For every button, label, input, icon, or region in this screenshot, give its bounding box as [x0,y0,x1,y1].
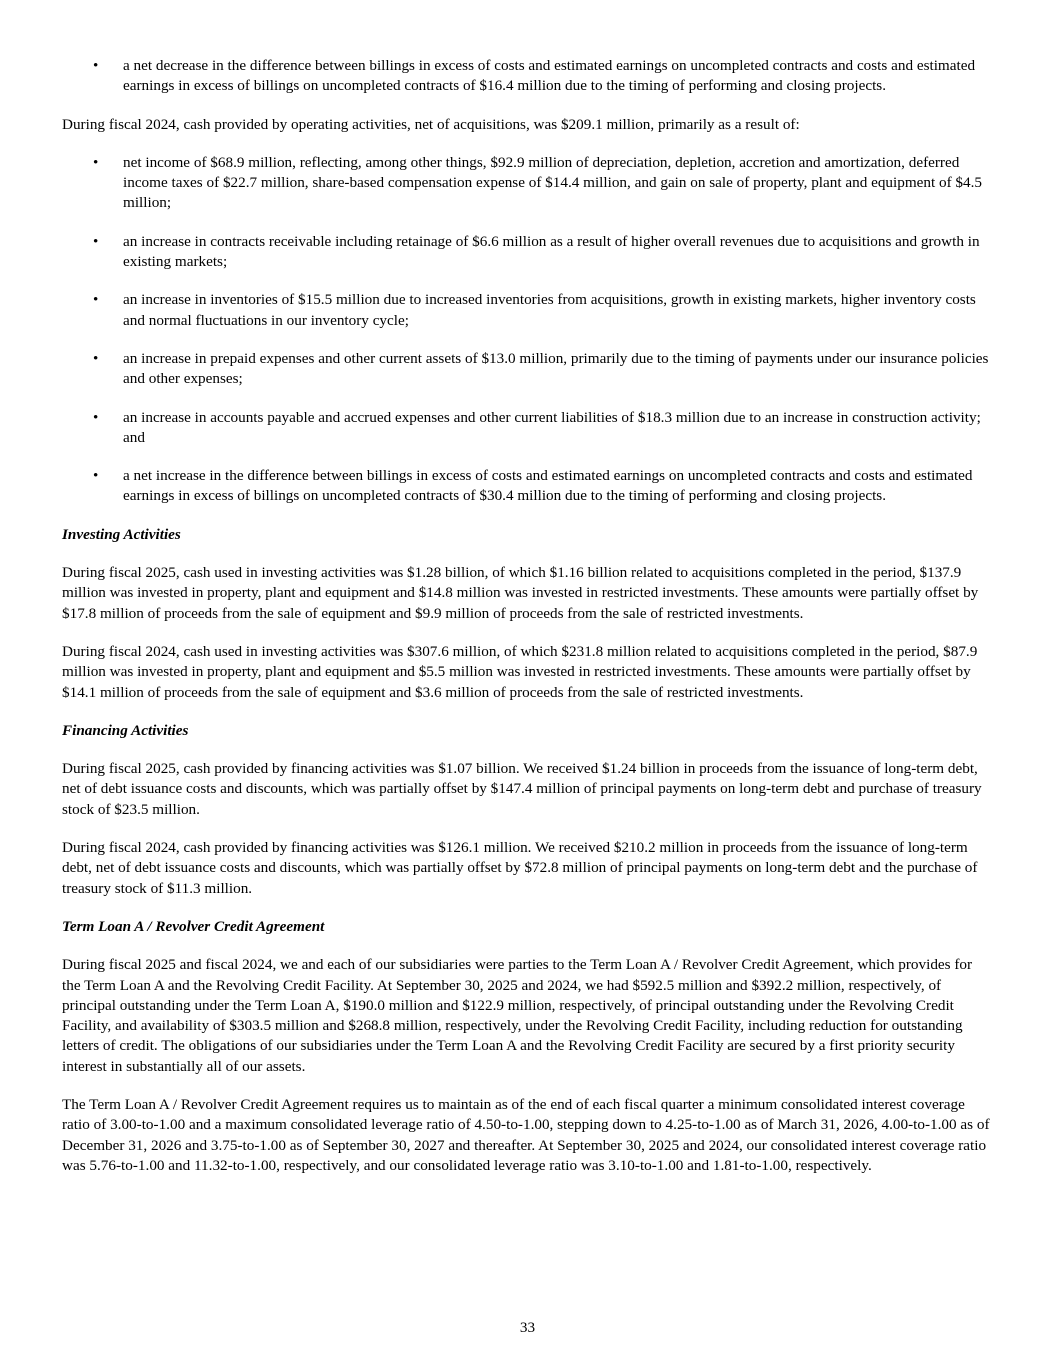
page-footer [0,1318,1055,1338]
bullet-item [62,290,993,331]
bullet-marker-icon: • [93,408,99,426]
paragraph: During fiscal 2025 and fiscal 2024, we and each of our subsidiaries were parties to the Term Loan A / Revolver Credit Agreement, which provides for the Term Loan A and the Revolving Credit Facility. At September 30, 2025 and 2024, we had $592.5 million and $392.2 million, respectively, of principal outstanding under the Term Loan A, $190.0 million and $122.9 million, respectively, of principal outstanding under the Revolving Credit Facility, and availability of $303.5 million and $268.8 million, respectively, under the Revolving Credit Facility, including reduction for outstanding letters of credit. The obligations of our subsidiaries under the Term Loan A and the Revolving Credit Facility are secured by a first priority security interest in substantially all of our assets. [62,956,973,1075]
bullet-item [62,153,993,214]
section-heading: Term Loan A / Revolver Credit Agreement [62,917,325,935]
bullet-text: an increase in accounts payable and accrued expenses and other current liabilities of $18.3 million due to an increase in construction activity; and [123,408,981,446]
bullet-marker-icon: • [93,349,99,367]
bullet-text: an increase in inventories of $15.5 million due to increased inventories from acquisitions, growth in existing markets, higher inventory costs and normal fluctuations in our inventory cycle; [123,291,976,329]
bullet-item [62,232,993,273]
bullet-item [62,349,993,390]
bullet-text: a net increase in the difference between billings in excess of costs and estimated earnings on uncompleted contracts and costs and estimated earnings in excess of billings on uncompleted contracts of $30.4 million due to the timing of performing and closing projects. [123,467,973,505]
bullet-text: an increase in prepaid expenses and other current assets of $13.0 million, primarily due to the timing of payments under our insurance policies and other expenses; [123,349,989,388]
section-heading: Investing Activities [62,525,181,543]
paragraph: During fiscal 2025, cash used in investing activities was $1.28 billion, of which $1.16 billion related to acquisitions completed in the period, $137.9 million was invested in property, plant and equipment and $14.8 million was invested in restricted investments. These amounts were partially offset by $17.8 million of proceeds from the sale of equipment and $9.9 million of proceeds from the sale of restricted investments. [62,564,979,622]
bullet-text: an increase in contracts receivable including retainage of $6.6 million as a result of higher overall revenues due to acquisitions and growth in existing markets; [123,232,980,271]
bullet-text: net income of $68.9 million, reflecting, among other things, $92.9 million of depreciation, depletion, accretion and amortization, deferred income taxes of $22.7 million, share-based compensation expense of $14.4 million, and gain on sale of property, plant and equipment of $4.5 million; [123,153,983,212]
page-number: 33 [519,1319,536,1336]
paragraph: During fiscal 2025, cash provided by financing activities was $1.07 billion. We received $1.24 billion in proceeds from the issuance of long-term debt, net of debt issuance costs and discounts, which was partially offset by $147.4 million of principal payments on long-term debt and purchase of treasury stock of $23.5 million. [62,760,982,818]
paragraph: The Term Loan A / Revolver Credit Agreement requires us to maintain as of the end of each fiscal quarter a minimum consolidated interest coverage ratio of 3.00-to-1.00 and a maximum consolidated leverage ratio of 4.50-to-1.00, stepping down to 4.25-to-1.00 as of March 31, 2026, 4.00-to-1.00 as of December 31, 2026 and 3.75-to-1.00 as of September 30, 2027 and thereafter. At September 30, 2025 and 2024, our consolidated interest coverage ratio was 5.76-to-1.00 and 11.32-to-1.00, respectively, and our consolidated leverage ratio was 3.10-to-1.00 and 1.81-to-1.00, respectively. [62,1095,990,1174]
paragraph: During fiscal 2024, cash used in investing activities was $307.6 million, of which $231.8 million related to acquisitions completed in the period, $87.9 million was invested in property, plant and equipment and $5.5 million was invested in restricted investments. These amounts were partially offset by $14.1 million of proceeds from the sale of equipment and $3.6 million of proceeds from the sale of restricted investments. [62,642,978,701]
document-body [62,56,993,1176]
bullet-marker-icon: • [93,291,99,309]
section-heading: Financing Activities [62,721,189,739]
bullet-text: a net decrease in the difference between billings in excess of costs and estimated earnings on uncompleted contracts and costs and estimated earnings in excess of billings on uncompleted contracts of $16.4 million due to the timing of performing and closing projects. [123,57,976,95]
paragraph: During fiscal 2024, cash provided by operating activities, net of acquisitions, was $209.1 million, primarily as a result of: [62,115,800,133]
bullet-marker-icon: • [93,153,99,171]
paragraph: During fiscal 2024, cash provided by financing activities was $126.1 million. We received $210.2 million in proceeds from the issuance of long-term debt, net of debt issuance costs and discounts, which was partially offset by $72.8 million of principal payments on long-term debt and the purchase of treasury stock of $11.3 million. [62,839,978,897]
bullet-marker-icon: • [93,467,99,485]
bullet-item [62,408,993,449]
bullet-item [62,466,993,507]
bullet-marker-icon: • [93,57,99,74]
bullet-item [62,56,993,97]
bullet-marker-icon: • [93,232,99,250]
